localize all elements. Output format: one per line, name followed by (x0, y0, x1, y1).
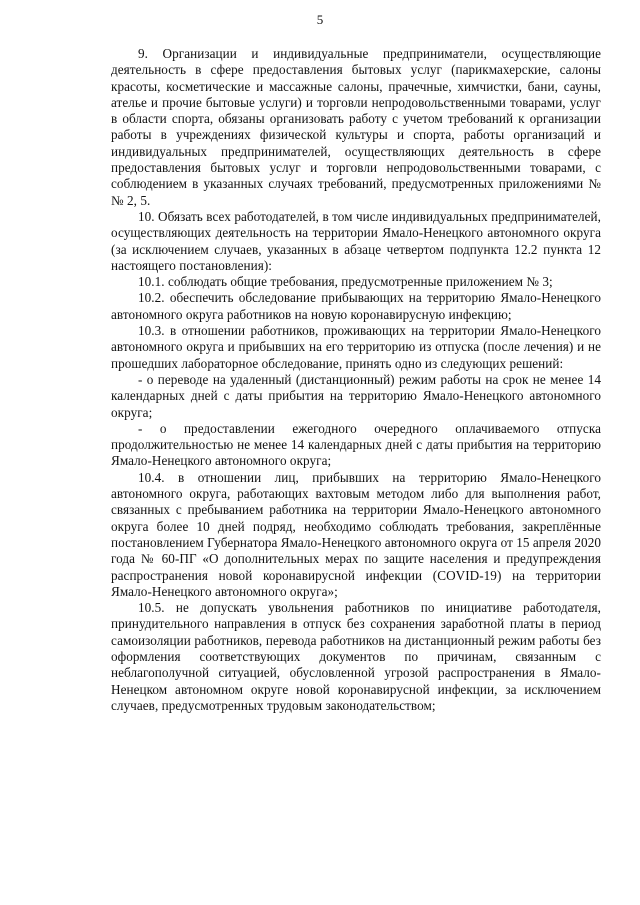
paragraph-10-3-option-remote: - о переводе на удаленный (дистанционный) режим работы на срок не менее 14 календарных дней с даты прибытия на территорию Ямало-Ненецкого автономного округа; (111, 371, 601, 420)
paragraph-10-2: 10.2. обеспечить обследование прибывающих на территорию Ямало-Ненецкого автономного округа работников на новую коронавирусную инфекцию; (111, 290, 601, 322)
paragraph-10-3-option-vacation: - о предоставлении ежегодного очередного оплачиваемого отпуска продолжительностью не менее 14 календарных дней с даты прибытия на территорию Ямало-Ненецкого автономного округа; (111, 420, 601, 469)
paragraph-10-1: 10.1. соблюдать общие требования, предусмотренные приложением № 3; (138, 274, 553, 290)
document-body (111, 46, 601, 714)
paragraph-9: 9. Организации и индивидуальные предприниматели, осуществляющие деятельность в сфере предоставления бытовых услуг (парикмахерские, салоны красоты, косметические и массажные салоны, прачечные, химчистки, бани, сауны, ателье и прочие бытовые услуги) и торговли непродовольственными товарами, услуг в области спорта, обязаны организовать работу с учетом требований к организации работы в учреждениях физической культуры и спорта, работы организаций и индивидуальных предпринимателей, осуществляющих деятельность в сфере предоставления бытовых услуг и торговли непродовольственными товарами, с соблюдением в указанных случаях требований, предусмотренных приложениями №№ 2, 5. (111, 46, 601, 208)
page-number: 5 (316, 12, 324, 27)
paragraph-10-4: 10.4. в отношении лиц, прибывших на территорию Ямало-Ненецкого автономного округа, работающих вахтовым методом либо для выполнения работ, связанных с пребыванием работника на территории Ямало-Ненецкого автономного округа более 10 дней подряд, необходимо соблюдать требования, закреплённые постановлением Губернатора Ямало-Ненецкого автономного округа от 15 апреля 2020 года № 60-ПГ «О дополнительных мерах по защите населения и предупреждения распространения новой коронавирусной инфекции (COVID-19) на территории Ямало-Ненецкого автономного округа»; (111, 469, 601, 599)
paragraph-10-3: 10.3. в отношении работников, проживающих на территории Ямало-Ненецкого автономного округа и прибывших на его территорию из отпуска (после лечения) и не прошедших лабораторное обследование, принять одно из следующих решений: (111, 323, 601, 371)
paragraph-10: 10. Обязать всех работодателей, в том числе индивидуальных предпринимателей, осуществляющих деятельность на территории Ямало-Ненецкого автономного округа (за исключением случаев, указанных в абзаце четвертом подпункта 12.2 пункта 12 настоящего постановления): (111, 208, 601, 273)
paragraph-10-5: 10.5. не допускать увольнения работников по инициативе работодателя, принудительного направления в отпуск без сохранения заработной платы в период самоизоляции работников, перевода работников на дистанционный режим работы без оформления соответствующих документов по причинам, связанным с неблагополучной ситуацией, обусловленной угрозой распространения в Ямало-Ненецком автономном округе новой коронавирусной инфекции, за исключением случаев, предусмотренных трудовым законодательством; (111, 600, 601, 713)
